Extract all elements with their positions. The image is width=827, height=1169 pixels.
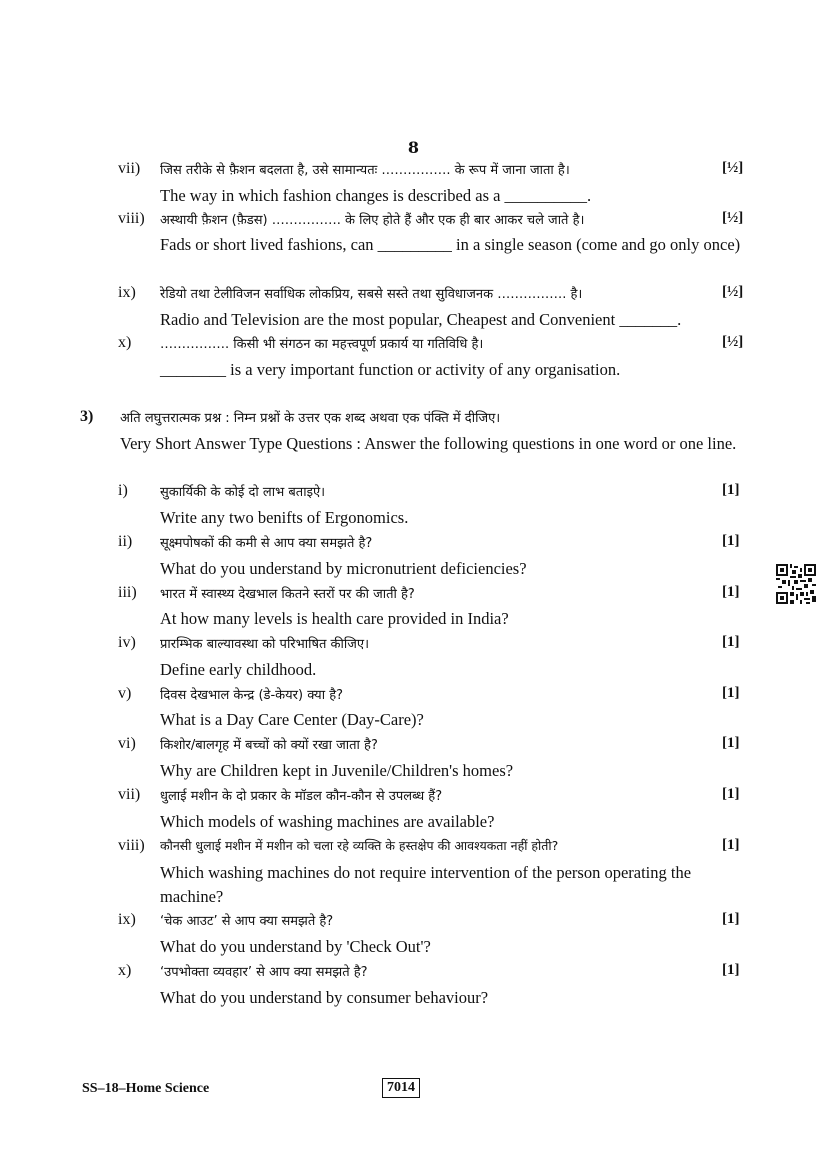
- question-marks: [½]: [722, 160, 744, 176]
- question-marks: [1]: [722, 685, 740, 701]
- footer-subject: SS–18–Home Science: [82, 1081, 210, 1096]
- question-number: ix): [118, 911, 136, 928]
- question-marks: [1]: [722, 482, 740, 498]
- question-row: [0, 584, 827, 608]
- question-hindi: अस्थायी फ़ैशन (फ़ैडस) ……………. के लिए होते हैं और एक ही बार आकर चले जाते है।: [160, 213, 585, 228]
- footer-paper-code: 7014: [382, 1078, 420, 1098]
- section-instruction-hindi: अति लघुत्तरात्मक प्रश्न : निम्न प्रश्नों के उत्तर एक शब्द अथवा एक पंक्ति में दीजिए।: [120, 411, 501, 426]
- question-number: ii): [118, 533, 133, 550]
- question-hindi: किशोर/बालगृह में बच्चों को क्यों रखा जाता है?: [160, 738, 378, 753]
- question-hindi: ‘उपभोक्ता व्यवहार’ से आप क्या समझते है?: [160, 965, 368, 980]
- question-english: Write any two benifts of Ergonomics.: [160, 508, 409, 527]
- question-hindi: जिस तरीके से फ़ैशन बदलता है, उसे सामान्यतः ……………. के रूप में जाना जाता है।: [160, 163, 570, 178]
- question-marks: [½]: [722, 334, 744, 350]
- question-row: [0, 911, 827, 935]
- question-row: [0, 837, 827, 861]
- question-number: viii): [118, 837, 145, 854]
- question-english: Why are Children kept in Juvenile/Children's homes?: [160, 761, 514, 780]
- question-english: What is a Day Care Center (Day-Care)?: [160, 710, 424, 729]
- question-marks: [1]: [722, 837, 740, 853]
- question-marks: [1]: [722, 962, 740, 978]
- question-row: [0, 533, 827, 557]
- question-row: [0, 210, 827, 234]
- section-header: [0, 408, 827, 432]
- question-hindi: ‘चेक आउट’ से आप क्या समझते है?: [160, 914, 334, 929]
- question-number: viii): [118, 210, 145, 227]
- question-row: [0, 482, 827, 506]
- question-number: v): [118, 685, 132, 702]
- question-marks: [1]: [722, 533, 740, 549]
- question-marks: [1]: [722, 786, 740, 802]
- question-hindi: सूक्ष्मपोषकों की कमी से आप क्या समझते है?: [160, 536, 373, 551]
- question-number: iv): [118, 634, 136, 651]
- question-english: What do you understand by 'Check Out'?: [160, 937, 431, 956]
- question-english: Radio and Television are the most popular, Cheapest and Convenient _______.: [160, 310, 682, 329]
- question-number: vii): [118, 786, 141, 803]
- question-number: x): [118, 962, 132, 979]
- question-hindi: रेडियो तथा टेलीविजन सर्वाधिक लोकप्रिय, सबसे सस्ते तथा सुविधाजनक ……………. है।: [160, 287, 583, 302]
- question-hindi: दिवस देखभाल केन्द्र (डे-केयर) क्या है?: [160, 688, 344, 703]
- question-english: ________ is a very important function or activity of any organisation.: [160, 360, 621, 379]
- question-english: Fads or short lived fashions, can _________ in a single season (come and go only once): [160, 235, 741, 254]
- question-row: [0, 786, 827, 810]
- question-row: [0, 334, 827, 358]
- question-hindi: कौनसी धुलाई मशीन में मशीन को चला रहे व्यक्ति के हस्तक्षेप की आवश्यकता नहीं होती?: [160, 838, 559, 853]
- question-row: [0, 962, 827, 986]
- question-marks: [1]: [722, 634, 740, 650]
- question-number: i): [118, 482, 128, 499]
- qr-code-icon: [776, 564, 816, 604]
- question-english: Which models of washing machines are available?: [160, 812, 495, 831]
- question-english: The way in which fashion changes is described as a __________.: [160, 186, 592, 205]
- question-row: [0, 634, 827, 658]
- question-marks: [½]: [722, 210, 744, 226]
- page-number: 8: [407, 138, 420, 157]
- question-number: vii): [118, 160, 141, 177]
- question-english: What do you understand by micronutrient deficiencies?: [160, 559, 527, 578]
- question-english: Which washing machines do not require intervention of the person operating the machine?: [160, 863, 692, 906]
- question-row: [0, 284, 827, 308]
- question-english: At how many levels is health care provided in India?: [160, 609, 509, 628]
- question-row: [0, 160, 827, 184]
- question-number: x): [118, 334, 132, 351]
- question-hindi: प्रारम्भिक बाल्यावस्था को परिभाषित कीजिए।: [160, 637, 370, 652]
- question-marks: [1]: [722, 735, 740, 751]
- question-number: vi): [118, 735, 136, 752]
- section-number: 3): [80, 408, 94, 425]
- question-hindi: भारत में स्वास्थ्य देखभाल कितने स्तरों पर की जाती है?: [160, 587, 415, 602]
- question-row: [0, 735, 827, 759]
- section-instruction-english: Very Short Answer Type Questions : Answer the following questions in one word or one line.: [120, 434, 737, 453]
- question-hindi: ……………. किसी भी संगठन का महत्त्वपूर्ण प्रकार्य या गतिविधि है।: [160, 337, 484, 352]
- question-row: [0, 685, 827, 709]
- question-marks: [½]: [722, 284, 744, 300]
- question-english: What do you understand by consumer behaviour?: [160, 988, 489, 1007]
- question-number: iii): [118, 584, 137, 601]
- question-hindi: धुलाई मशीन के दो प्रकार के मॉडल कौन-कौन से उपलब्ध हैं?: [160, 789, 443, 804]
- question-marks: [1]: [722, 911, 740, 927]
- question-number: ix): [118, 284, 136, 301]
- question-marks: [1]: [722, 584, 740, 600]
- question-hindi: सुकार्यिकी के कोई दो लाभ बताइऐ।: [160, 485, 326, 500]
- question-english: Define early childhood.: [160, 660, 317, 679]
